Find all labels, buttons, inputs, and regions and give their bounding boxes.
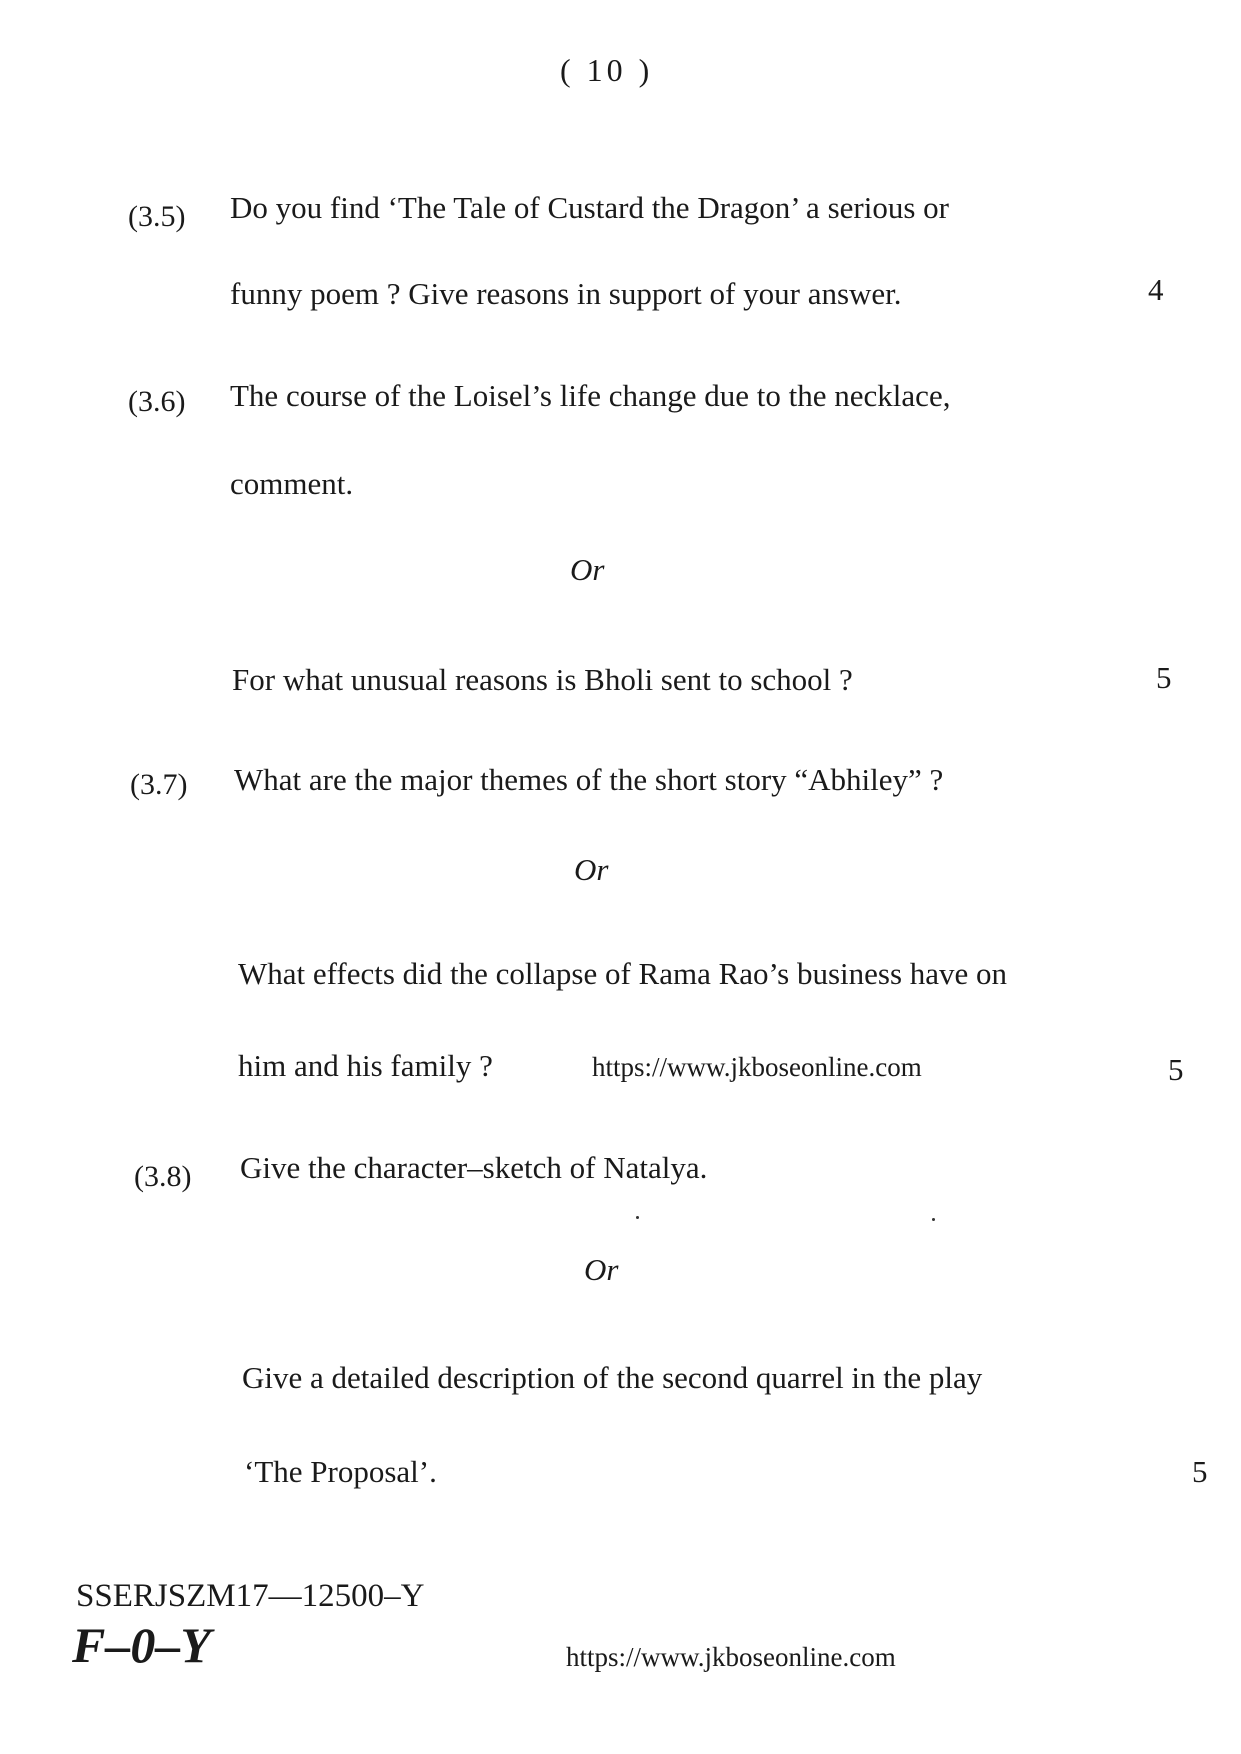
question-3-7-alt-line-1: What effects did the collapse of Rama Rao’s business have on xyxy=(238,956,1008,991)
or-divider: Or xyxy=(584,1252,619,1287)
question-3-5-line-2: funny poem ? Give reasons in support of your answer. xyxy=(230,276,902,311)
or-divider: Or xyxy=(570,552,605,587)
paper-code: SSERJSZM17—12500–Y xyxy=(76,1578,425,1614)
question-3-8-alt-line-2: ‘The Proposal’. xyxy=(244,1454,437,1489)
question-3-5-line-1: Do you find ‘The Tale of Custard the Dragon’ a serious or xyxy=(230,190,949,225)
question-number-3-7: (3.7) xyxy=(130,768,188,801)
watermark-url: https://www.jkboseonline.com xyxy=(592,1052,922,1082)
question-3-6-alt-line-1: For what unusual reasons is Bholi sent to school ? xyxy=(232,662,853,697)
question-3-5-marks: 4 xyxy=(1148,272,1164,307)
question-3-6-line-2: comment. xyxy=(230,466,354,501)
question-3-8-alt-line-1: Give a detailed description of the second quarrel in the play xyxy=(242,1360,983,1395)
footer-url: https://www.jkboseonline.com xyxy=(566,1642,896,1672)
question-3-6-marks: 5 xyxy=(1156,660,1172,695)
question-3-8-line-1: Give the character–sketch of Natalya. xyxy=(240,1150,708,1185)
question-3-7-line-1: What are the major themes of the short story “Abhiley” ? xyxy=(234,762,944,797)
question-number-3-6: (3.6) xyxy=(128,385,186,418)
paper-set: F–0–Y xyxy=(72,1617,211,1673)
question-number-3-8: (3.8) xyxy=(134,1160,192,1193)
question-number-3-5: (3.5) xyxy=(128,200,186,233)
scan-speck xyxy=(932,1218,935,1221)
question-3-7-marks: 5 xyxy=(1168,1052,1184,1087)
question-3-7-alt-line-2: him and his family ? xyxy=(238,1048,493,1083)
page-number: ( 10 ) xyxy=(560,52,654,88)
question-3-8-marks: 5 xyxy=(1192,1454,1208,1489)
scan-speck xyxy=(636,1216,639,1219)
question-3-6-line-1: The course of the Loisel’s life change due to the necklace, xyxy=(230,378,951,413)
or-divider: Or xyxy=(574,852,609,887)
